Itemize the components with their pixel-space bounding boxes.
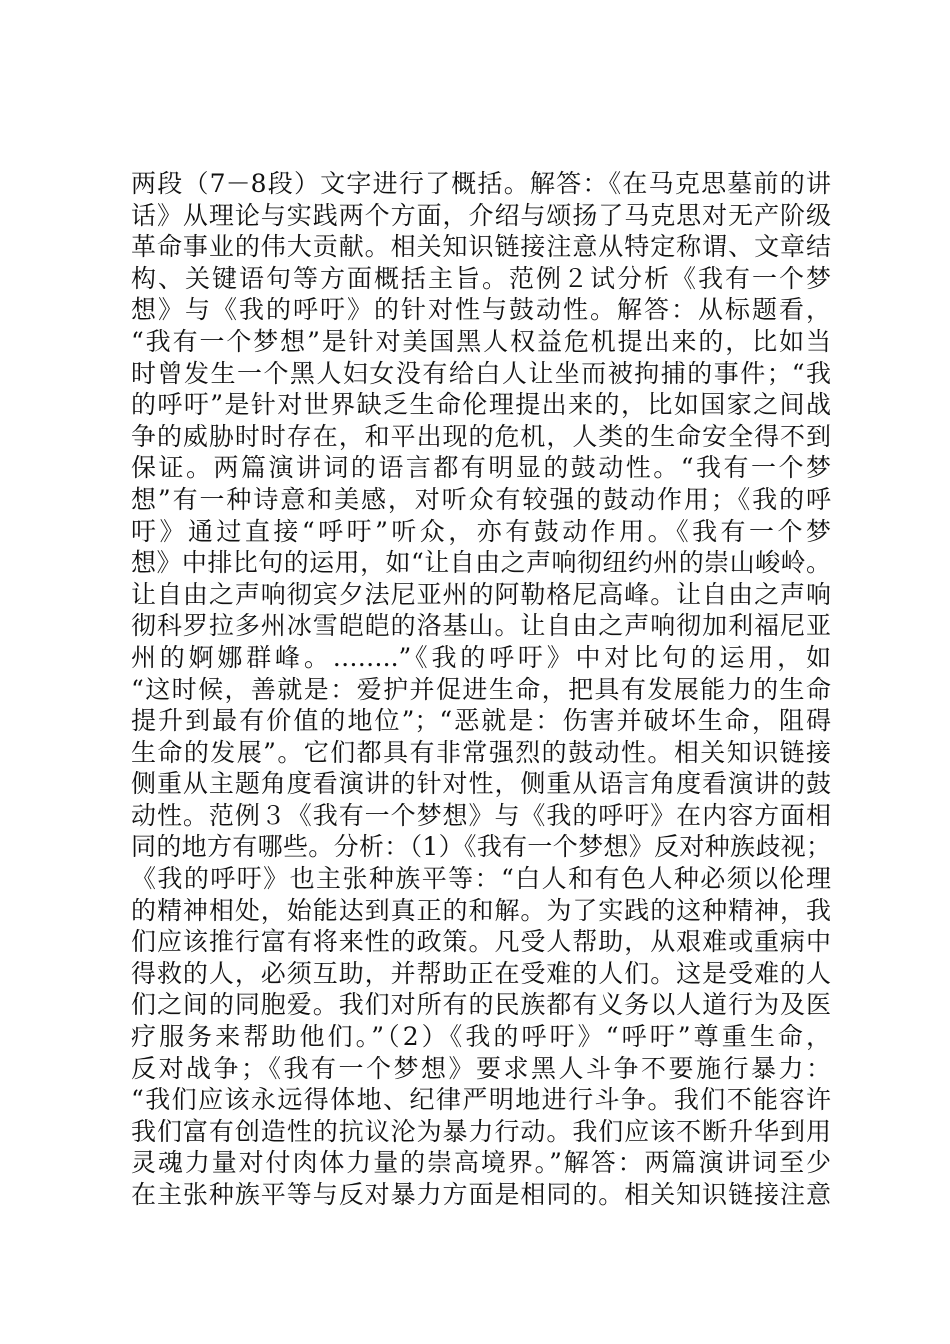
text-line: 同的地方有哪些。分析：（1）《我有一个梦想》反对种族歧视；	[131, 832, 831, 862]
text-line: 的呼吁”是针对世界缺乏生命伦理提出来的，比如国家之间战	[131, 390, 831, 420]
text-line: 生命的发展”。它们都具有非常强烈的鼓动性。相关知识链接	[131, 737, 831, 767]
body-text	[131, 168, 831, 1211]
text-line: 两段（7－8段）文字进行了概括。解答：《在马克思墓前的讲	[131, 169, 831, 198]
text-line: 想》中排比句的运用，如“让自由之声响彻纽约州的崇山峻岭。	[131, 548, 831, 578]
text-line: 保证。两篇演讲词的语言都有明显的鼓动性。“我有一个梦	[131, 453, 831, 483]
text-line: 彻科罗拉多州冰雪皑皑的洛基山。让自由之声响彻加利福尼亚	[131, 611, 831, 641]
text-line: 吁》通过直接“呼吁”听众，亦有鼓动作用。《我有一个梦	[131, 516, 831, 546]
text-line: 提升到最有价值的地位”；“恶就是：伤害并破坏生命，阻碍	[131, 706, 831, 736]
text-line: 疗服务来帮助他们。”（2）《我的呼吁》“呼吁”尊重生命，	[131, 1022, 831, 1052]
text-line: 们之间的同胞爱。我们对所有的民族都有义务以人道行为及医	[131, 990, 831, 1020]
text-line: 州的婀娜群峰。……..”《我的呼吁》中对比句的运用，如	[131, 642, 831, 672]
text-line: 反对战争；《我有一个梦想》要求黑人斗争不要施行暴力：	[131, 1053, 831, 1083]
text-line: 动性。范例３《我有一个梦想》与《我的呼吁》在内容方面相	[131, 800, 831, 830]
text-line: 构、关键语句等方面概括主旨。范例２试分析《我有一个梦	[131, 263, 831, 293]
text-line: “我有一个梦想”是针对美国黑人权益危机提出来的，比如当	[131, 326, 831, 356]
text-line: “这时候，善就是：爱护并促进生命，把具有发展能力的生命	[131, 674, 831, 704]
text-line: 时曾发生一个黑人妇女没有给白人让坐而被拘捕的事件；“我	[131, 358, 831, 388]
text-line: 的精神相处，始能达到真正的和解。为了实践的这种精神，我	[131, 895, 831, 925]
text-line: “我们应该永远得体地、纪律严明地进行斗争。我们不能容许	[131, 1085, 831, 1115]
text-line: 让自由之声响彻宾夕法尼亚州的阿勒格尼高峰。让自由之声响	[131, 579, 831, 609]
text-line: 得救的人，必须互助，并帮助正在受难的人们。这是受难的人	[131, 958, 831, 988]
text-line: 想》与《我的呼吁》的针对性与鼓动性。解答：从标题看，	[131, 295, 831, 325]
text-line: 在主张种族平等与反对暴力方面是相同的。相关知识链接注意	[131, 1180, 831, 1209]
text-line: 侧重从主题角度看演讲的针对性，侧重从语言角度看演讲的鼓	[131, 769, 831, 799]
text-line: 我们富有创造性的抗议沦为暴力行动。我们应该不断升华到用	[131, 1116, 831, 1146]
text-line: 想”有一种诗意和美感，对听众有较强的鼓动作用；《我的呼	[131, 484, 831, 514]
text-line: 话》从理论与实践两个方面，介绍与颂扬了马克思对无产阶级	[131, 200, 831, 230]
text-line: 争的威胁时时存在，和平出现的危机，人类的生命安全得不到	[131, 421, 831, 451]
text-line: 革命事业的伟大贡献。相关知识链接注意从特定称谓、文章结	[131, 232, 831, 262]
text-line: 《我的呼吁》也主张种族平等：“白人和有色人种必须以伦理	[131, 864, 831, 894]
text-line: 灵魂力量对付肉体力量的崇高境界。”解答：两篇演讲词至少	[131, 1148, 831, 1178]
text-line: 们应该推行富有将来性的政策。凡受人帮助，从艰难或重病中	[131, 927, 831, 957]
